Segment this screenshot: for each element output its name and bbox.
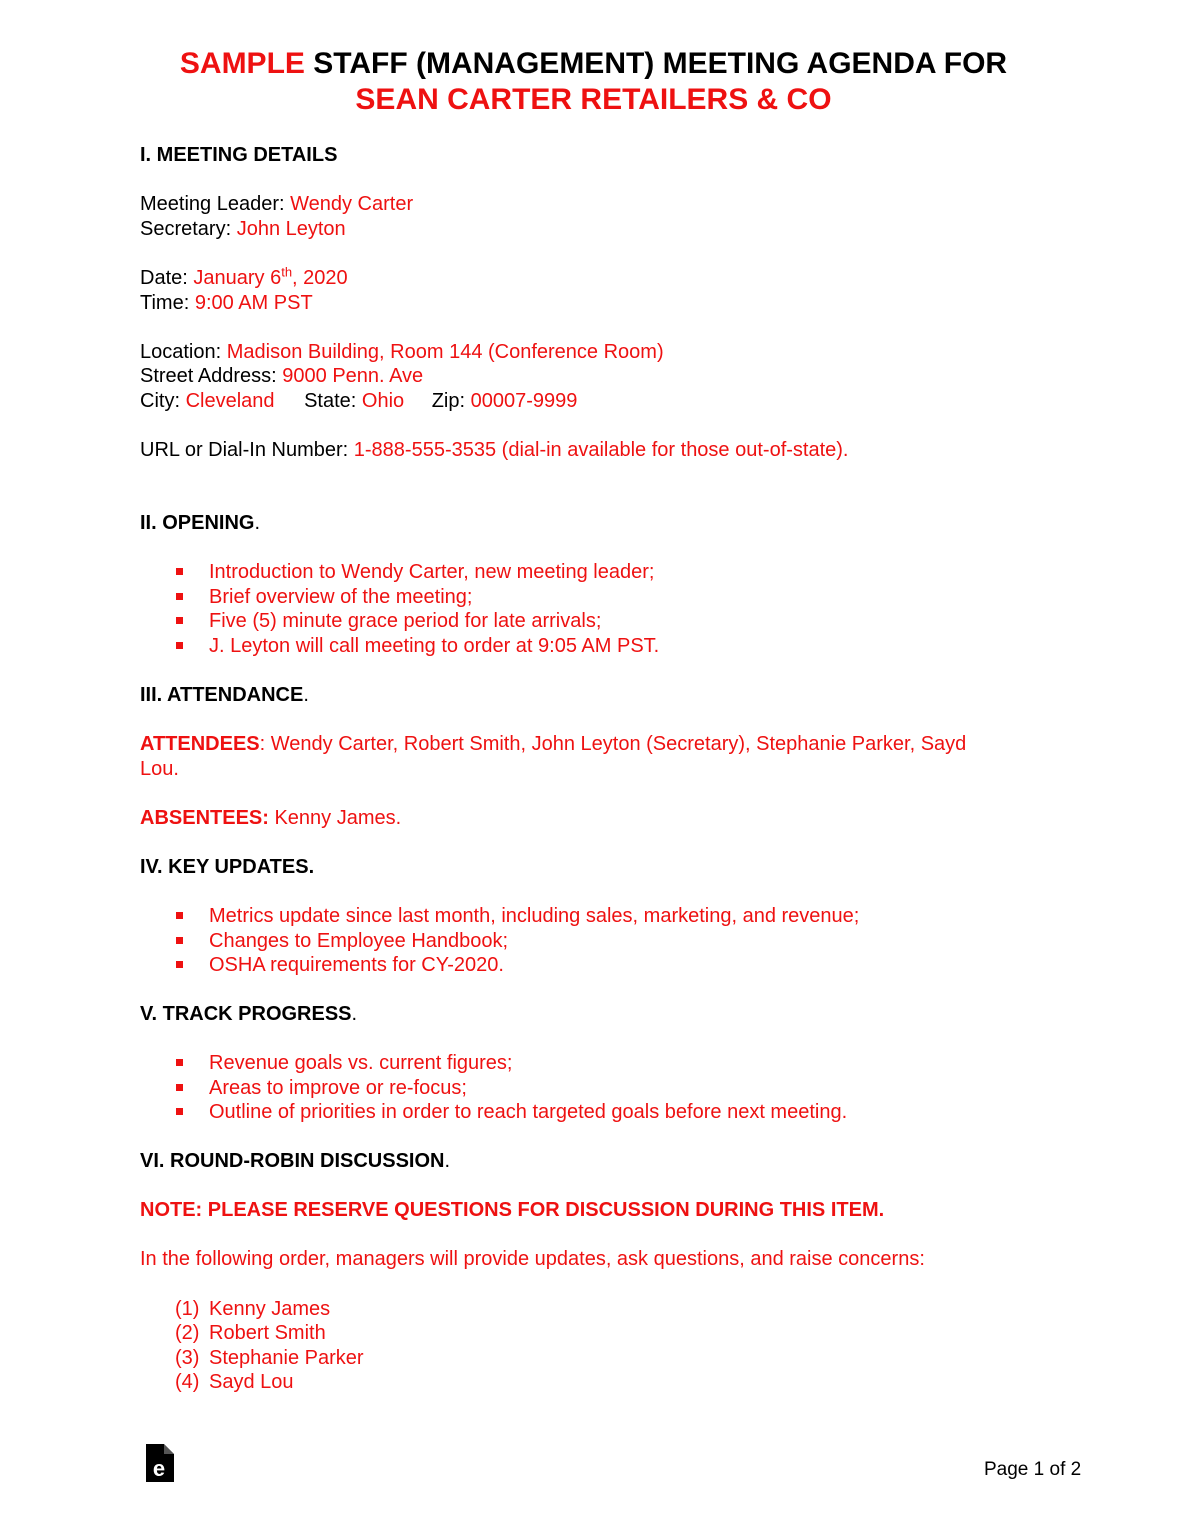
attendance-heading-text: III. ATTENDANCE bbox=[140, 684, 304, 706]
dial-in-value: 1-888-555-3535 (dial-in available for those out-of-state). bbox=[353, 439, 849, 461]
track-progress-heading-dot: . bbox=[351, 1003, 358, 1025]
bullet-square-icon bbox=[176, 937, 183, 944]
city-state-zip-line bbox=[140, 389, 577, 413]
title-rest: STAFF (MANAGEMENT) MEETING AGENDA FOR bbox=[304, 47, 1008, 80]
street-label: Street Address: bbox=[140, 365, 283, 387]
attendance-heading-dot: . bbox=[303, 684, 309, 706]
order-name: Stephanie Parker bbox=[209, 1347, 364, 1369]
document-e-icon bbox=[146, 1444, 174, 1482]
section-heading-meeting-details: I. MEETING DETAILS bbox=[140, 144, 338, 166]
absentees-label: ABSENTEES: bbox=[140, 807, 269, 829]
zip-label: Zip: bbox=[431, 390, 471, 412]
bullet-square-icon bbox=[176, 1108, 183, 1115]
bullet-square-icon bbox=[176, 1059, 183, 1066]
time-value: 9:00 AM PST bbox=[194, 292, 313, 314]
date-main: January 6 bbox=[193, 267, 282, 289]
list-item: Metrics update since last month, including sales, marketing, and revenue; bbox=[209, 905, 860, 927]
street-value: 9000 Penn. Ave bbox=[282, 365, 424, 387]
secretary-line bbox=[140, 217, 346, 241]
bullet-square-icon bbox=[176, 912, 183, 919]
bullet-square-icon bbox=[176, 593, 183, 600]
round-robin-heading-text: VI. ROUND-ROBIN DISCUSSION bbox=[140, 1150, 445, 1172]
section-heading-track-progress bbox=[140, 1002, 357, 1026]
meeting-leader-value: Wendy Carter bbox=[290, 193, 414, 215]
section-heading-attendance bbox=[140, 683, 309, 707]
order-name: Robert Smith bbox=[209, 1322, 326, 1344]
section-heading-opening bbox=[140, 511, 260, 535]
location-label: Location: bbox=[140, 341, 227, 363]
opening-heading-text: II. OPENING bbox=[140, 512, 255, 534]
date-sup: th bbox=[281, 264, 293, 280]
order-number: (3) bbox=[175, 1347, 200, 1369]
bullet-square-icon bbox=[176, 617, 183, 624]
section-heading-round-robin bbox=[140, 1149, 450, 1173]
list-item: J. Leyton will call meeting to order at 9:05 AM PST. bbox=[209, 635, 660, 657]
dial-in-line bbox=[140, 438, 849, 462]
state-label: State: bbox=[304, 390, 362, 412]
title-sample: SAMPLE bbox=[179, 47, 305, 80]
bullet-square-icon bbox=[176, 961, 183, 968]
discussion-note: NOTE: PLEASE RESERVE QUESTIONS FOR DISCUSSION DURING THIS ITEM. bbox=[140, 1199, 885, 1221]
track-progress-heading-text: V. TRACK PROGRESS bbox=[140, 1003, 352, 1025]
secretary-label: Secretary: bbox=[140, 218, 237, 240]
city-label: City: bbox=[140, 390, 186, 412]
opening-heading-dot: . bbox=[254, 512, 261, 534]
page-title-line1 bbox=[0, 46, 1187, 82]
meeting-leader-line bbox=[140, 192, 413, 216]
list-item: Outline of priorities in order to reach targeted goals before next meeting. bbox=[209, 1101, 848, 1123]
discussion-intro: In the following order, managers will provide updates, ask questions, and raise concerns: bbox=[140, 1248, 925, 1270]
list-item: Revenue goals vs. current figures; bbox=[209, 1052, 513, 1074]
zip-value: 00007-9999 bbox=[470, 390, 578, 412]
date-label: Date: bbox=[140, 267, 194, 289]
order-number: (1) bbox=[175, 1298, 200, 1320]
list-item: Areas to improve or re-focus; bbox=[209, 1077, 467, 1099]
date-year: , 2020 bbox=[292, 267, 348, 289]
bullet-square-icon bbox=[176, 1084, 183, 1091]
page-title-line2: SEAN CARTER RETAILERS & CO bbox=[355, 83, 832, 116]
absentees-line bbox=[140, 806, 401, 830]
city-value: Cleveland bbox=[185, 390, 275, 412]
attendees-label: ATTENDEES bbox=[140, 733, 260, 755]
time-line bbox=[140, 291, 313, 315]
round-robin-heading-dot: . bbox=[444, 1150, 451, 1172]
list-item: Changes to Employee Handbook; bbox=[209, 930, 509, 952]
secretary-value: John Leyton bbox=[236, 218, 346, 240]
dial-in-label: URL or Dial-In Number: bbox=[140, 439, 354, 461]
location-value: Madison Building, Room 144 (Conference Room) bbox=[226, 341, 664, 363]
order-name: Kenny James bbox=[209, 1298, 331, 1320]
state-value: Ohio bbox=[361, 390, 405, 412]
street-line bbox=[140, 364, 423, 388]
list-item: Brief overview of the meeting; bbox=[209, 586, 473, 608]
attendees-line-2: Lou. bbox=[140, 758, 179, 780]
page-number: Page 1 of 2 bbox=[984, 1459, 1082, 1480]
absentees-value: Kenny James. bbox=[268, 807, 402, 829]
attendees-line bbox=[140, 732, 966, 756]
order-number: (4) bbox=[175, 1371, 200, 1393]
svg-text:e: e bbox=[152, 1456, 166, 1481]
attendees-value: : Wendy Carter, Robert Smith, John Leyton (Secretary), Stephanie Parker, Sayd bbox=[259, 733, 967, 755]
list-item: Introduction to Wendy Carter, new meeting leader; bbox=[209, 561, 655, 583]
meeting-leader-label: Meeting Leader: bbox=[140, 193, 291, 215]
time-label: Time: bbox=[140, 292, 195, 314]
bullet-square-icon bbox=[176, 568, 183, 575]
date-value bbox=[193, 264, 348, 289]
section-heading-key-updates: IV. KEY UPDATES. bbox=[140, 856, 315, 878]
location-line bbox=[140, 340, 664, 364]
date-line bbox=[140, 266, 348, 290]
order-name: Sayd Lou bbox=[209, 1371, 294, 1393]
list-item: OSHA requirements for CY-2020. bbox=[209, 954, 504, 976]
list-item: Five (5) minute grace period for late arrivals; bbox=[209, 610, 602, 632]
order-number: (2) bbox=[175, 1322, 200, 1344]
bullet-square-icon bbox=[176, 642, 183, 649]
